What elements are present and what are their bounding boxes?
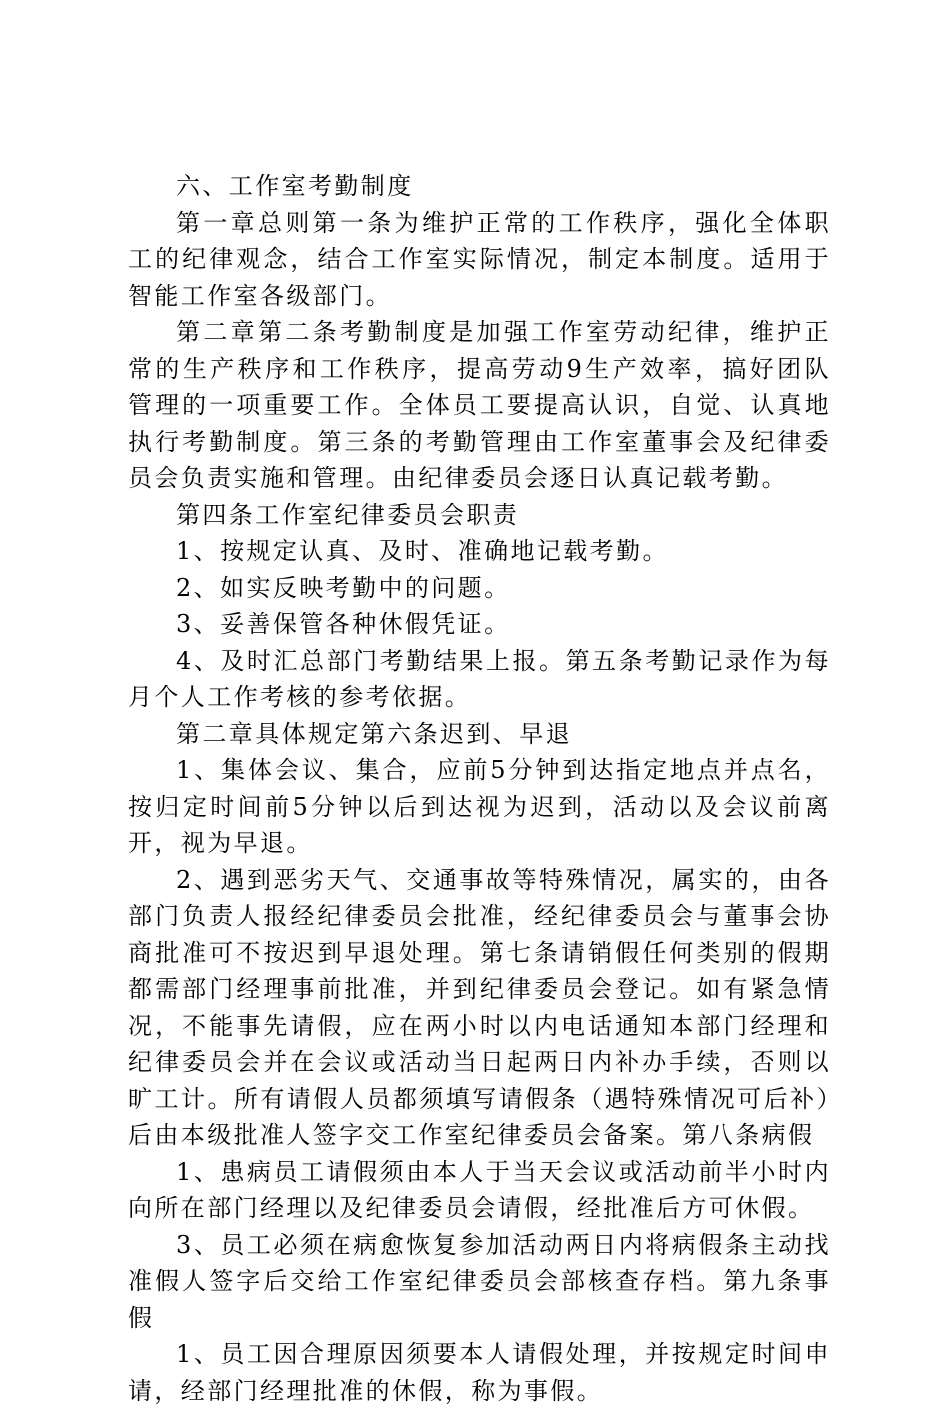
list-item: 1、按规定认真、及时、准确地记载考勤。 [176,537,669,565]
paragraph-chapter-2-specific-heading: 第二章具体规定第六条迟到、早退 [176,719,572,748]
list-item: 1、患病员工请假须由本人于当天会议或活动前半小时内向所在部门经理以及纪律委员会请假，经批准后方可休假。 [128,1157,831,1222]
paragraph-chapter-2: 第二章第二条考勤制度是加强工作室劳动纪律，维护正常的生产秩序和工作秩序，提高劳动9生产效率，搞好团队管理的一项重要工作。全体员工要提高认识，自觉、认真地执行考勤制度。第三条的考勤管理由工作室董事会及纪律委员会负责实施和管理。由纪律委员会逐日认真记载考勤。 [128,318,831,492]
section-heading: 六、工作室考勤制度 [176,172,414,200]
list-item: 2、遇到恶劣天气、交通事故等特殊情况，属实的，由各部门负责人报经纪律委员会批准，经纪律委员会与董事会协商批准可不按迟到早退处理。第七条请销假任何类别的假期都需部门经理事前批准，并到纪律委员会登记。如有紧急情况，不能事先请假，应在两小时以内电话通知本部门经理和纪律委员会并在会议或活动当日起两日内补办手续，否则以旷工计。所有请假人员都须填写请假条（遇特殊情况可后补）后由本级批准人签字交工作室纪律委员会备案。第八条病假 [128,865,831,1149]
document-body [128,168,831,1409]
list-item: 2、如实反映考勤中的问题。 [176,573,511,602]
paragraph-chapter-1: 第一章总则第一条为维护正常的工作秩序，强化全体职工的纪律观念，结合工作室实际情况，制定本制度。适用于智能工作室各级部门。 [128,208,831,310]
list-item: 3、妥善保管各种休假凭证。 [176,610,511,638]
list-item: 1、集体会议、集合，应前5分钟到达指定地点并点名，按归定时间前5分钟以后到达视为迟到，活动以及会议前离开，视为早退。 [128,756,831,857]
list-item: 4、及时汇总部门考勤结果上报。第五条考勤记录作为每月个人工作考核的参考依据。 [128,646,831,711]
paragraph-article-4-heading: 第四条工作室纪律委员会职责 [176,500,520,529]
list-item: 1、员工因合理原因须要本人请假处理，并按规定时间申请，经部门经理批准的休假，称为事假。 [128,1340,831,1405]
list-item: 3、员工必须在病愈恢复参加活动两日内将病假条主动找准假人签字后交给工作室纪律委员会部核查存档。第九条事假 [128,1230,831,1332]
